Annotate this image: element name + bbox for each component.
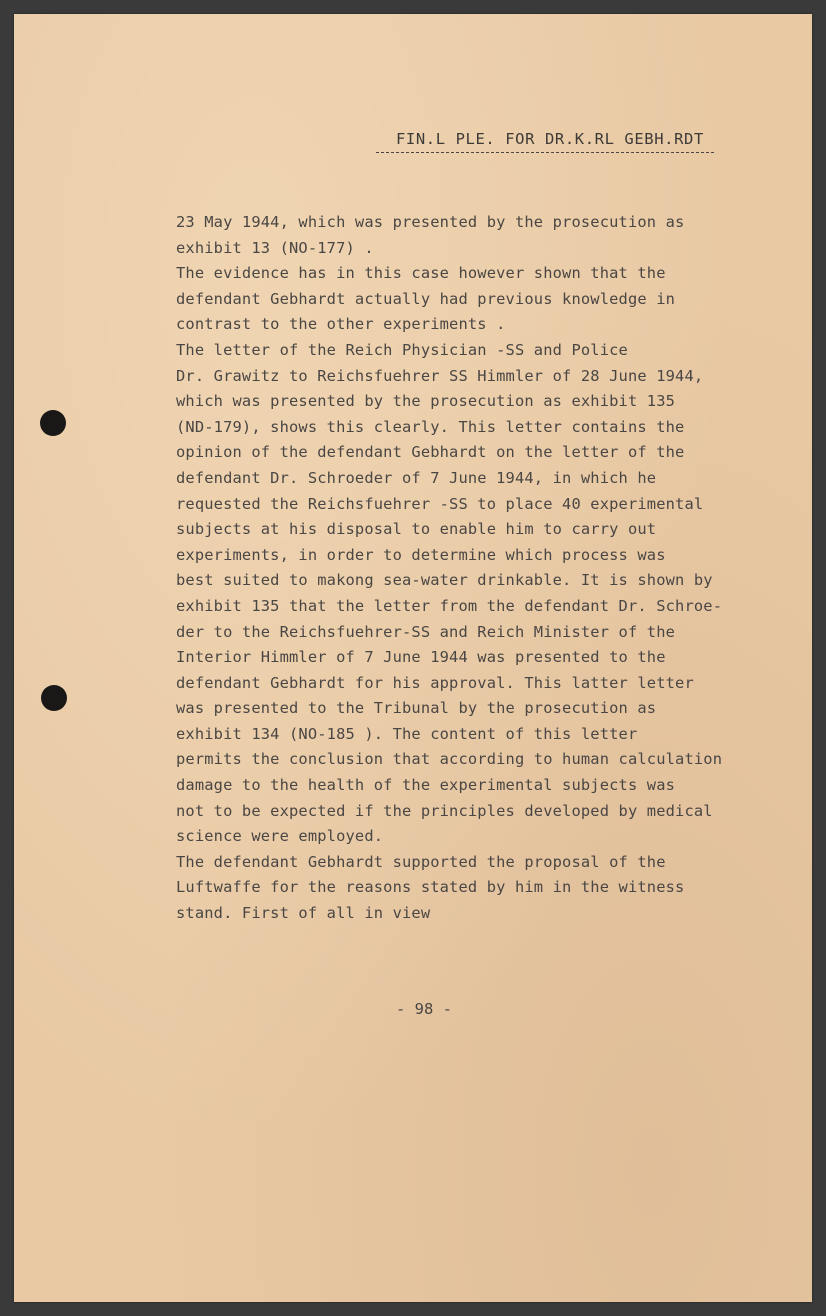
text-line: defendant Gebhardt actually had previous knowledge in xyxy=(176,289,676,308)
document-page xyxy=(14,14,812,1302)
text-line: defendant Gebhardt for his approval. This latter letter xyxy=(176,673,694,692)
text-line: exhibit 13 (NO-177) . xyxy=(176,238,374,257)
text-line: stand. First of all in view xyxy=(176,904,431,923)
text-line: not to be expected if the principles developed by medical xyxy=(176,801,713,820)
text-line: (ND-179), shows this clearly. This letter contains the xyxy=(176,417,685,436)
text-line: The defendant Gebhardt supported the proposal of the xyxy=(176,852,666,871)
text-line: Dr. Grawitz to Reichsfuehrer SS Himmler of 28 June 1944, xyxy=(176,366,704,385)
body-text xyxy=(176,210,722,927)
text-line: which was presented by the prosecution as exhibit 135 xyxy=(176,392,676,411)
text-line: opinion of the defendant Gebhardt on the letter of the xyxy=(176,443,685,462)
text-line: The letter of the Reich Physician -SS and Police xyxy=(176,340,628,359)
text-line: 23 May 1944, which was presented by the prosecution as xyxy=(176,213,685,231)
text-line: exhibit 134 (NO-185 ). The content of this letter xyxy=(176,724,638,743)
text-line: requested the Reichsfuehrer -SS to place 40 experimental xyxy=(176,494,704,513)
page-header: FIN.L PLE. FOR DR.K.RL GEBH.RDT xyxy=(396,130,704,148)
text-line: Interior Himmler of 7 June 1944 was presented to the xyxy=(176,648,666,667)
text-line: best suited to makong sea-water drinkable. It is shown by xyxy=(176,571,713,590)
text-line: contrast to the other experiments . xyxy=(176,315,506,334)
text-line: permits the conclusion that according to human calculation xyxy=(176,750,723,769)
punch-hole-icon xyxy=(41,685,67,711)
text-line: damage to the health of the experimental subjects was xyxy=(176,776,676,795)
text-line: defendant Dr. Schroeder of 7 June 1944, in which he xyxy=(176,468,657,487)
text-line: subjects at his disposal to enable him to carry out xyxy=(176,520,657,539)
punch-hole-icon xyxy=(40,410,66,436)
text-line: The evidence has in this case however shown that the xyxy=(176,264,666,283)
text-line: exhibit 135 that the letter from the defendant Dr. Schroe- xyxy=(176,596,723,615)
page-number: - 98 - xyxy=(396,1000,452,1018)
text-line: der to the Reichsfuehrer-SS and Reich Minister of the xyxy=(176,622,676,641)
header-underline xyxy=(376,152,714,153)
text-line: experiments, in order to determine which process was xyxy=(176,545,666,564)
text-line: was presented to the Tribunal by the prosecution as xyxy=(176,699,657,718)
text-line: science were employed. xyxy=(176,827,384,846)
text-line: Luftwaffe for the reasons stated by him in the witness xyxy=(176,878,685,897)
